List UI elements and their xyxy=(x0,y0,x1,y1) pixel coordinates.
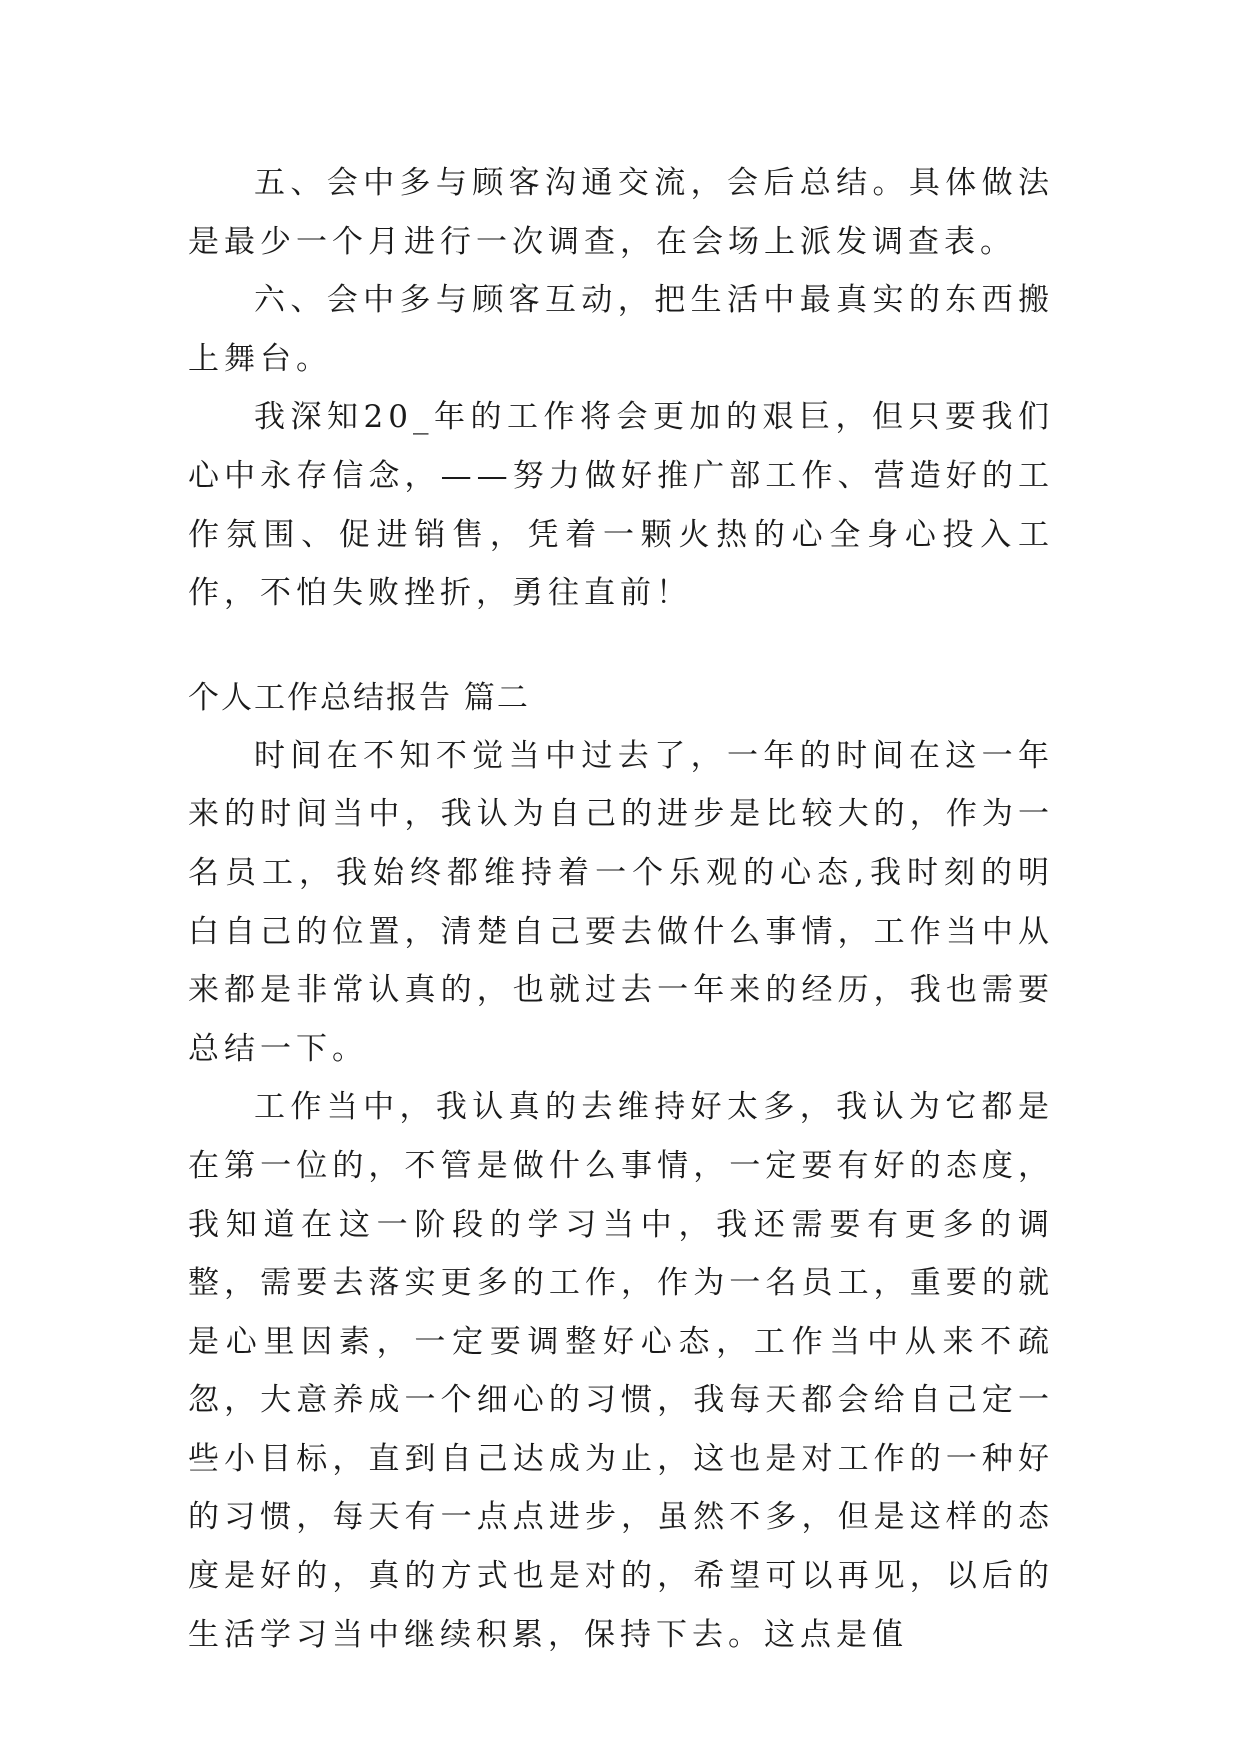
document-body xyxy=(188,154,1054,1664)
paragraph-body: 工作当中，我认真的去维持好太多，我认为它都是在第一位的，不管是做什么事情，一定要有好的态度，我知道在这一阶段的学习当中，我还需要有更多的调整，需要去落实更多的工作，作为一名员工，重要的就是心里因素，一定要调整好心态，工作当中从来不疏忽，大意养成一个细心的习惯，我每天都会给自己定一些小目标，直到自己达成为止，这也是对工作的一种好的习惯，每天有一点点进步，虽然不多，但是这样的态度是好的，真的方式也是对的，希望可以再见，以后的生活学习当中继续积累，保持下去。这点是值 xyxy=(188,1089,1054,1653)
paragraph-item-six: 六、会中多与顾客互动，把生活中最真实的东西搬上舞台。 xyxy=(188,282,1054,377)
paragraph-intro: 时间在不知不觉当中过去了，一年的时间在这一年来的时间当中，我认为自己的进步是比较大的，作为一名员工，我始终都维持着一个乐观的心态,我时刻的明白自己的位置，清楚自己要去做什么事情，工作当中从来都是非常认真的，也就过去一年来的经历，我也需要总结一下。 xyxy=(188,737,1054,1067)
section-heading: 个人工作总结报告 篇二 xyxy=(188,679,530,716)
paragraph-closing: 我深知20_年的工作将会更加的艰巨，但只要我们心中永存信念，——努力做好推广部工作、营造好的工作氛围、促进销售，凭着一颗火热的心全身心投入工作，不怕失败挫折，勇往直前！ xyxy=(188,399,1054,612)
paragraph-item-five: 五、会中多与顾客沟通交流，会后总结。具体做法是最少一个月进行一次调查，在会场上派发调查表。 xyxy=(188,165,1054,260)
